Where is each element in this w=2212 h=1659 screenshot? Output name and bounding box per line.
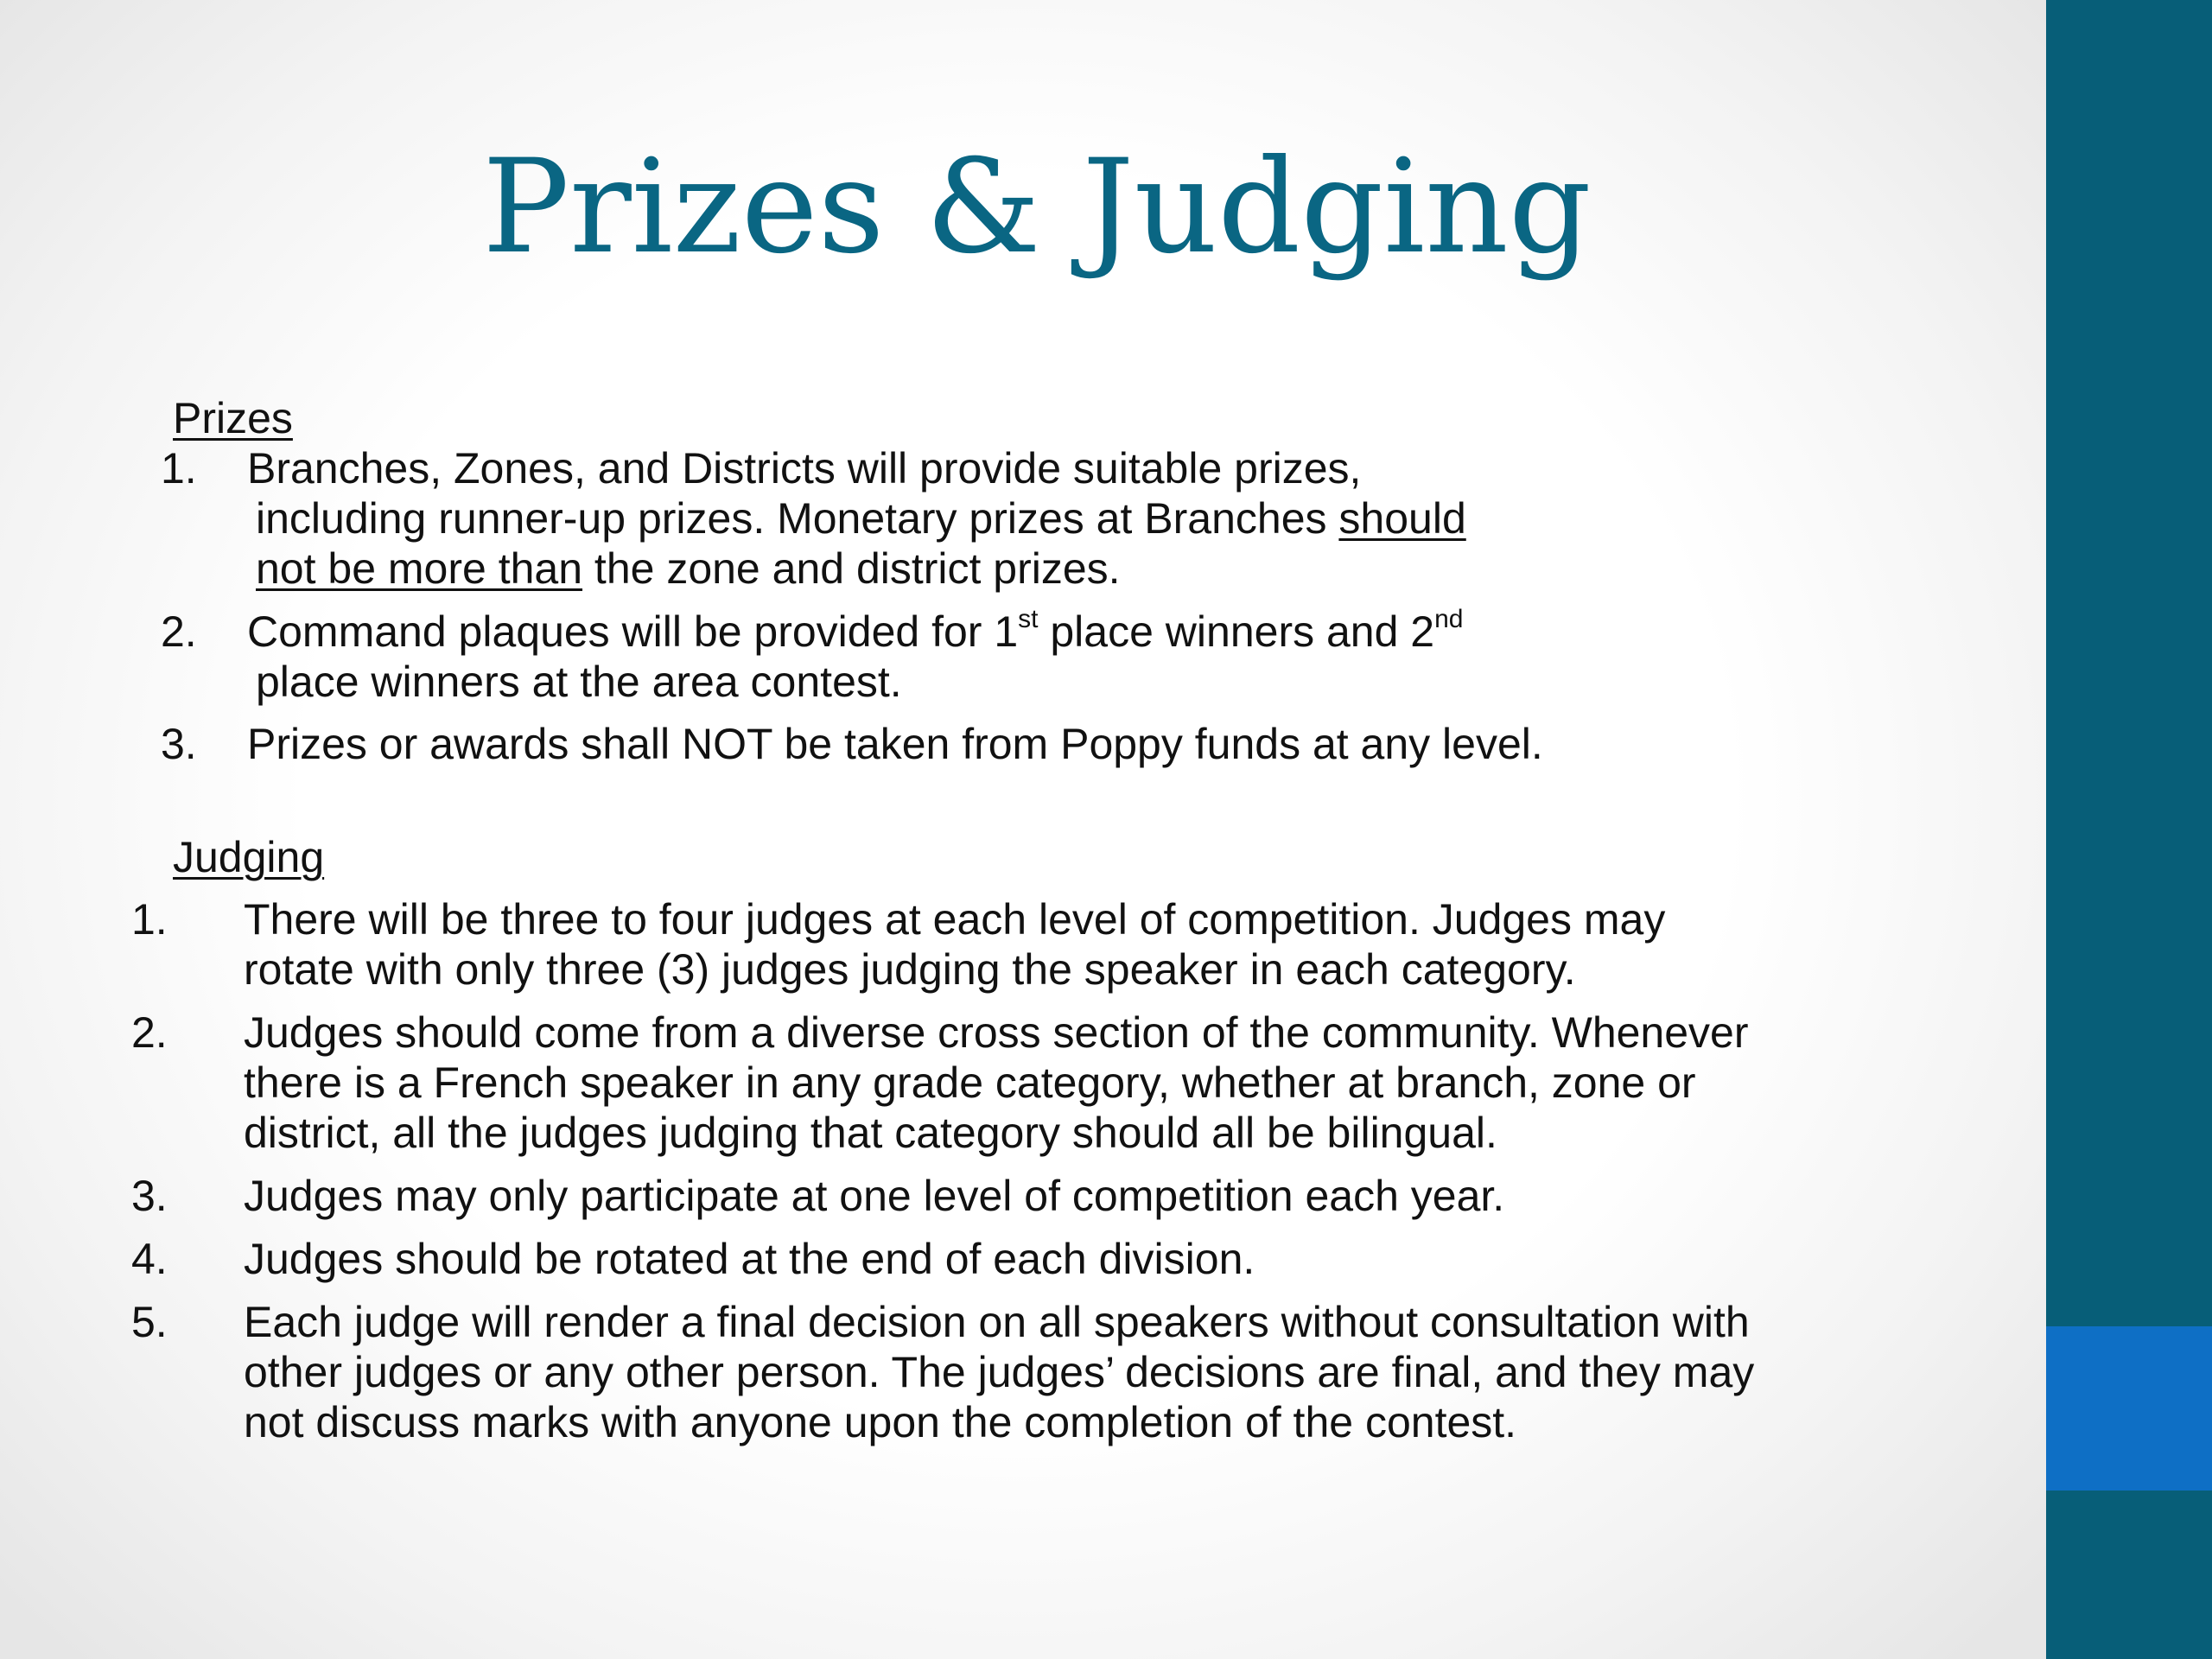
prize-item-1-line-2 bbox=[256, 493, 1466, 543]
judging-item-4-line-1: Judges should be rotated at the end of each division. bbox=[244, 1235, 1255, 1283]
prize-item-2-sup-nd: nd bbox=[1434, 605, 1464, 633]
prize-item-2-text-b: place winners and 2 bbox=[1038, 607, 1435, 656]
prize-item-1-underlined-should: should bbox=[1338, 494, 1466, 543]
judging-item-1-number: 1. bbox=[131, 895, 168, 944]
side-accent-block bbox=[2046, 1326, 2212, 1491]
prize-item-3-number: 3. bbox=[161, 720, 197, 768]
judging-item-2-line-1: Judges should come from a diverse cross section of the community. Whenever bbox=[244, 1008, 1749, 1057]
prize-item-2-sup-st: st bbox=[1018, 605, 1039, 633]
prize-item-1-line-3-text: the zone and district prizes. bbox=[582, 544, 1121, 593]
judging-item-2-line-3: district, all the judges judging that category should all be bilingual. bbox=[244, 1109, 1497, 1157]
prize-item-2-line-2: place winners at the area contest. bbox=[256, 658, 902, 706]
prize-item-1-number: 1. bbox=[161, 444, 197, 493]
judging-item-3-number: 3. bbox=[131, 1172, 168, 1220]
prize-item-1-line-3 bbox=[256, 543, 1121, 594]
judging-item-5-number: 5. bbox=[131, 1298, 168, 1346]
judging-item-1-line-1: There will be three to four judges at each level of competition. Judges may bbox=[244, 895, 1666, 944]
prize-item-2-line-1 bbox=[247, 607, 1463, 657]
slide-title: Prizes & Judging bbox=[482, 132, 1592, 283]
judging-item-5-line-1: Each judge will render a final decision on all speakers without consultation with bbox=[244, 1298, 1750, 1346]
judging-item-2-number: 2. bbox=[131, 1008, 168, 1057]
judging-item-2-line-2: there is a French speaker in any grade category, whether at branch, zone or bbox=[244, 1058, 1696, 1107]
judging-item-5-line-2: other judges or any other person. The judges’ decisions are final, and they may bbox=[244, 1348, 1755, 1396]
judging-item-4-number: 4. bbox=[131, 1235, 168, 1283]
prize-item-1-line-2-text: including runner-up prizes. Monetary prizes at Branches bbox=[256, 494, 1339, 543]
judging-item-3-line-1: Judges may only participate at one level of competition each year. bbox=[244, 1172, 1505, 1220]
judging-item-5-line-3: not discuss marks with anyone upon the completion of the contest. bbox=[244, 1398, 1517, 1446]
prize-item-3-line-1: Prizes or awards shall NOT be taken from Poppy funds at any level. bbox=[247, 720, 1543, 768]
prize-item-1-line-1: Branches, Zones, and Districts will provide suitable prizes, bbox=[247, 444, 1362, 493]
prize-item-2-text-a: Command plaques will be provided for 1 bbox=[247, 607, 1019, 656]
judging-item-1-line-2: rotate with only three (3) judges judging the speaker in each category. bbox=[244, 945, 1576, 994]
prize-item-2-number: 2. bbox=[161, 607, 197, 656]
prizes-heading: Prizes bbox=[173, 394, 293, 442]
prize-item-1-underlined-not-more-than: not be more than bbox=[256, 544, 583, 593]
judging-heading: Judging bbox=[173, 833, 325, 881]
